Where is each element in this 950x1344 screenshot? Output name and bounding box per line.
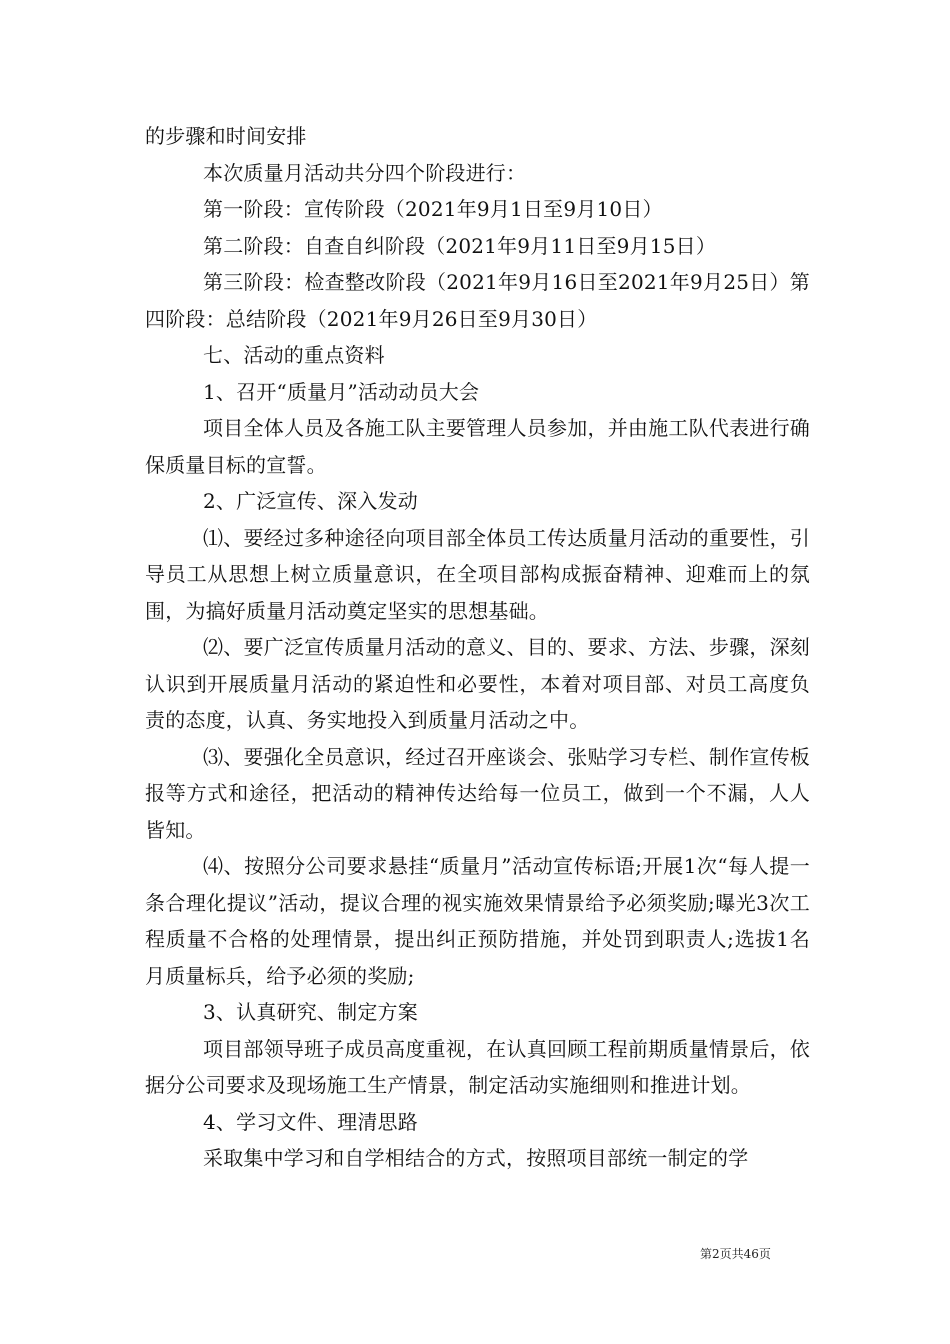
section-heading-key-content: 七、活动的重点资料 (203, 343, 385, 367)
paragraph-continuation: 的步骤和时间安排 (145, 124, 307, 148)
page-number-footer: 第2页共46页 (700, 1247, 771, 1261)
paragraph-publicity-item-3: ⑶、要强化全员意识，经过召开座谈会、张贴学习专栏、制作宣传板报等方式和途径，把活动的精神传达给每一位员工，做到一个不漏，人人皆知。 (145, 744, 810, 842)
paragraph-study-documents-detail: 采取集中学习和自学相结合的方式，按照项目部统一制定的学 (203, 1146, 749, 1170)
subheading-publicity: 2、广泛宣传、深入发动 (203, 489, 418, 513)
paragraph-publicity-item-2: ⑵、要广泛宣传质量月活动的意义、目的、要求、方法、步骤，深刻认识到开展质量月活动的紧迫性和必要性，本着对项目部、对员工高度负责的态度，认真、务实地投入到质量月活动之中。 (145, 635, 810, 732)
paragraph-publicity-item-1: ⑴、要经过多种途径向项目部全体员工传达质量月活动的重要性，引导员工从思想上树立质量意识，在全项目部构成振奋精神、迎难而上的氛围，为搞好质量月活动奠定坚实的思想基础。 (145, 525, 810, 623)
subheading-research-plan: 3、认真研究、制定方案 (203, 1000, 418, 1024)
document-body (145, 118, 810, 1177)
paragraph-stage-two: 第二阶段：自查自纠阶段（2021年9月11日至9月15日） (203, 233, 717, 258)
paragraph-stage-one: 第一阶段：宣传阶段（2021年9月1日至9月10日） (203, 197, 663, 221)
subheading-mobilization-meeting: 1、召开“质量月”活动动员大会 (203, 379, 480, 404)
paragraph-research-plan-detail: 项目部领导班子成员高度重视，在认真回顾工程前期质量情景后，依据分公司要求及现场施工生产情景，制定活动实施细则和推进计划。 (145, 1036, 810, 1097)
paragraph-stage-three-four: 第三阶段：检查整改阶段（2021年9月16日至2021年9月25日）第四阶段：总结阶段（2021年9月26日至9月30日） (145, 270, 810, 331)
paragraph-publicity-item-4: ⑷、按照分公司要求悬挂“质量月”活动宣传标语;开展1次“每人提一条合理化提议”活动，提议合理的视实施效果情景给予必须奖励;曝光3次工程质量不合格的处理情景，提出纠正预防措施，并处罚到职责人;选拔1名月质量标兵，给予必须的奖励; (145, 854, 810, 988)
paragraph-mobilization-detail: 项目全体人员及各施工队主要管理人员参加，并由施工队代表进行确保质量目标的宣誓。 (145, 416, 810, 477)
subheading-study-documents: 4、学习文件、理清思路 (203, 1109, 418, 1134)
paragraph-stage-intro: 本次质量月活动共分四个阶段进行： (203, 160, 527, 185)
